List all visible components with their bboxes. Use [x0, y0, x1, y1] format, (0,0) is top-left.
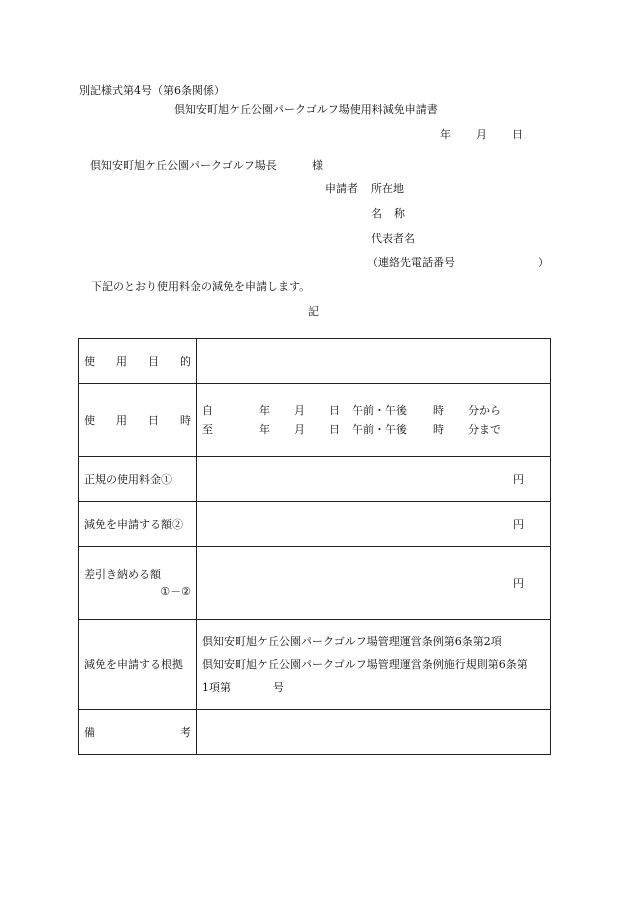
from-hour: 時	[433, 404, 444, 417]
basis-value	[197, 620, 551, 710]
from-month: 月	[294, 404, 305, 417]
row-regular-fee	[79, 457, 551, 502]
date-year-label: 年	[440, 128, 451, 141]
basis-line2: 倶知安町旭ケ丘公園パークゴルフ場管理運営条例施行規則第6条第	[202, 658, 528, 671]
date-day-label: 日	[512, 128, 523, 141]
datetime-label-char: 使	[84, 413, 95, 427]
remarks-value[interactable]	[197, 710, 551, 755]
form-number: 別記様式第4号（第6条関係）	[79, 84, 225, 97]
from-year: 年	[259, 404, 270, 417]
ki-heading: 記	[308, 305, 319, 318]
row-basis	[79, 620, 551, 710]
reduction-unit: 円	[513, 517, 524, 531]
regular-fee-label: 正規の使用料金①	[79, 457, 197, 502]
applicant-representative-label: 代表者名	[371, 232, 415, 245]
datetime-label-char: 日	[148, 413, 159, 427]
addressee-name: 倶知安町旭ケ丘公園パークゴルフ場長	[90, 159, 277, 172]
balance-label	[79, 547, 197, 620]
to-minute: 分まで	[468, 423, 501, 436]
to-ampm: 午前・午後	[352, 423, 407, 436]
basis-label: 減免を申請する根拠	[79, 620, 197, 710]
remarks-label-char: 考	[180, 725, 191, 739]
row-datetime	[79, 384, 551, 457]
balance-label-line1: 差引き納める額	[84, 568, 161, 581]
balance-label-line2: ①－②	[160, 585, 191, 598]
row-purpose	[79, 339, 551, 384]
row-balance	[79, 547, 551, 620]
from-day: 日	[329, 404, 340, 417]
application-table	[78, 338, 551, 755]
basis-line3	[202, 682, 545, 693]
from-minute: 分から	[468, 404, 501, 417]
purpose-value[interactable]	[197, 339, 551, 384]
applicant-name-char-1: 名	[371, 207, 382, 220]
remarks-label	[79, 710, 197, 755]
purpose-label-char: 使	[84, 354, 95, 368]
applicant-phone-close: ）	[538, 256, 549, 269]
basis-line3-item: 号	[273, 681, 284, 694]
remarks-label-char: 備	[84, 725, 95, 739]
datetime-label	[79, 384, 197, 457]
datetime-value[interactable]	[197, 384, 551, 457]
applicant-name-char-2: 称	[394, 207, 405, 220]
datetime-label-char: 用	[116, 413, 127, 427]
intro-text: 下記のとおり使用料金の減免を申請します。	[91, 280, 311, 293]
from-ampm: 午前・午後	[352, 404, 407, 417]
addressee-honorific: 様	[312, 159, 323, 172]
row-reduction	[79, 502, 551, 547]
datetime-label-char: 時	[180, 413, 191, 427]
balance-unit: 円	[513, 576, 524, 590]
to-prefix: 至	[202, 423, 213, 436]
reduction-label: 減免を申請する額②	[79, 502, 197, 547]
document-title: 倶知安町旭ケ丘公園パークゴルフ場使用料減免申請書	[174, 103, 438, 116]
regular-fee-unit: 円	[513, 472, 524, 486]
purpose-label-char: 目	[148, 354, 159, 368]
purpose-label	[79, 339, 197, 384]
to-hour: 時	[433, 423, 444, 436]
date-month-label: 月	[476, 128, 487, 141]
regular-fee-value[interactable]	[197, 457, 551, 502]
applicant-address-label: 所在地	[371, 182, 404, 195]
purpose-label-char: 用	[116, 354, 127, 368]
balance-value[interactable]	[197, 547, 551, 620]
purpose-label-char: 的	[180, 354, 191, 368]
to-month: 月	[294, 423, 305, 436]
reduction-value[interactable]	[197, 502, 551, 547]
to-day: 日	[329, 423, 340, 436]
from-prefix: 自	[202, 404, 213, 417]
to-year: 年	[259, 423, 270, 436]
row-remarks	[79, 710, 551, 755]
applicant-label: 申請者	[325, 182, 358, 195]
basis-line3-clause: 1項第	[202, 681, 231, 694]
basis-line1: 倶知安町旭ケ丘公園パークゴルフ場管理運営条例第6条第2項	[202, 635, 502, 648]
applicant-phone-open: （連絡先電話番号	[367, 256, 455, 269]
